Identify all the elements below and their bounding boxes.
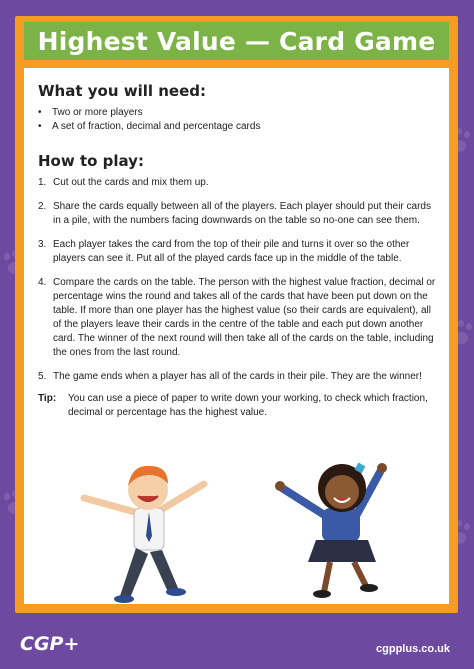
tip-note: Tip: You can use a piece of paper to write down your working, to check which fraction, decimal or percentage has the highest value.: [38, 393, 428, 418]
needs-heading: What you will need:: [38, 82, 206, 100]
boy-illustration: [72, 456, 222, 606]
list-item: 3. Each player takes the card from the top of their pile and turns it over so the other players can see it. Put all of the played cards face up in the middle of the table.: [38, 239, 410, 264]
instruction-sheet: [24, 68, 449, 604]
cgp-logo: CGP+: [20, 633, 80, 655]
instructions-content: [38, 82, 438, 420]
list-item: 2. Share the cards equally between all of the players. Each player should put their cards in a pile, with the numbers facing downwards on the table so no-one can see them.: [38, 201, 431, 226]
needs-list: [38, 106, 438, 134]
list-item: 5. The game ends when a player has all of the cards in their pile. They are the winner!: [38, 371, 422, 382]
list-item: • A set of fraction, decimal and percentage cards: [38, 121, 261, 132]
list-item: 4. Compare the cards on the table. The person with the highest value fraction, decimal or percentage wins the round and takes all of the cards that have been put down on the table. If more than one player has the highest value (so their cards are equivalent), all of the players leave their cards in the centre of the table and each put down another card. The winner of the next round will then take all of the cards on the table, including the ones from the last round.: [38, 277, 436, 358]
girl-illustration: [264, 446, 414, 601]
list-item: • Two or more players: [38, 107, 143, 118]
how-to-play-heading: How to play:: [38, 152, 144, 170]
list-item: 1. Cut out the cards and mix them up.: [38, 177, 209, 188]
steps-list: [38, 176, 438, 384]
footer: [0, 613, 474, 669]
website-link[interactable]: cgpplus.co.uk: [376, 643, 450, 655]
title-banner: [24, 22, 449, 60]
page-title: Highest Value — Card Game: [37, 26, 436, 56]
